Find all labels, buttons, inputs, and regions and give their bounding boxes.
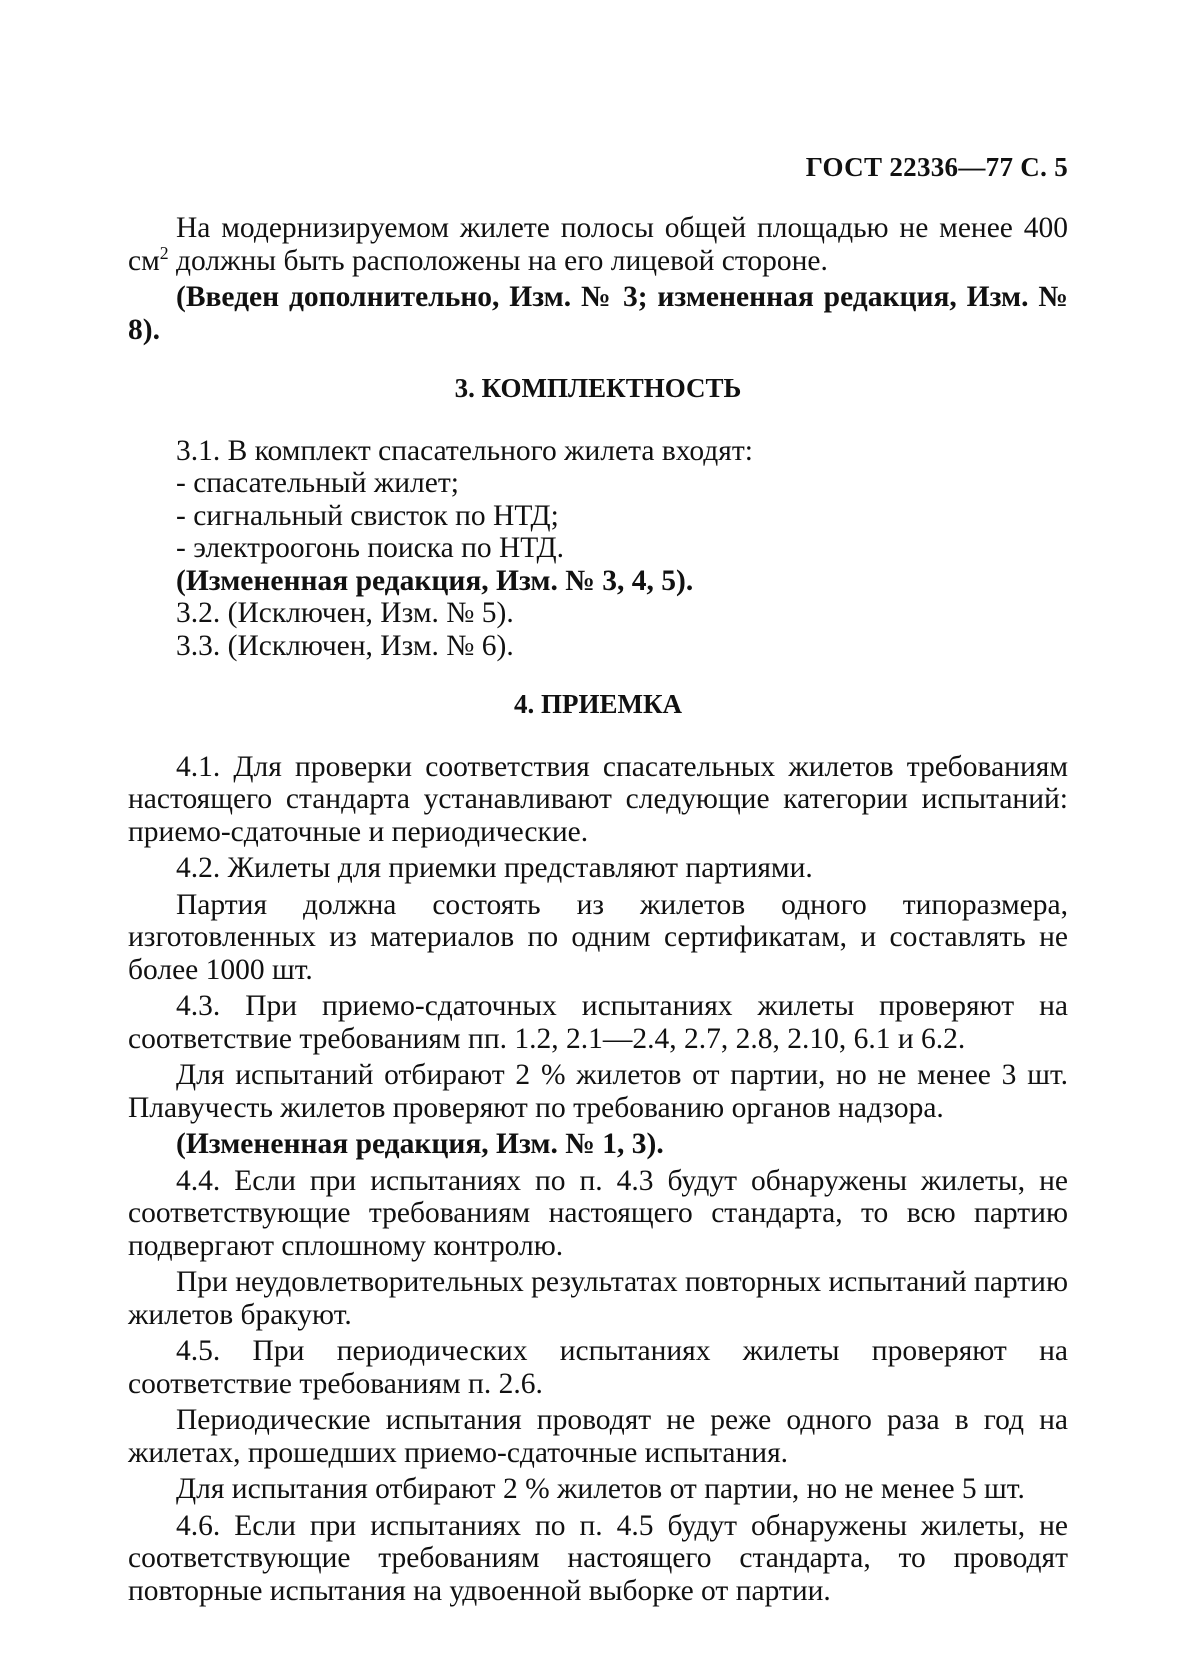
intro-amendment-note: (Введен дополнительно, Изм. № 3; измененная редакция, Изм. № 8). xyxy=(128,281,1068,346)
para-4-5-sampling: Для испытания отбирают 2 % жилетов от партии, но не менее 5 шт. xyxy=(176,1473,1025,1505)
list-item: - спасательный жилет; xyxy=(176,467,459,499)
section-3-title: 3. КОМПЛЕКТНОСТЬ xyxy=(454,373,742,403)
para-4-5-continuation: Периодические испытания проводят не реже одного раза в год на жилетах, прошедших приемо-сдаточные испытания. xyxy=(128,1404,1068,1469)
intro-paragraph xyxy=(128,212,1068,277)
list-item: - сигнальный свисток по НТД; xyxy=(176,499,559,532)
para-3-1-amendment-note: (Измененная редакция, Изм. № 3, 4, 5). xyxy=(176,564,694,597)
document-page xyxy=(128,0,1068,1679)
para-3-1-lead: 3.1. В комплект спасательного жилета входят: xyxy=(176,434,753,467)
intro-text-part2: должны быть расположены на его лицевой стороне. xyxy=(168,244,828,277)
page-content xyxy=(128,212,1068,1611)
para-4-2-continuation: Партия должна состоять из жилетов одного типоразмера, изготовленных из материалов по одним сертификатам, и составлять не более 1000 шт. xyxy=(128,888,1068,986)
para-4-3-amendment-note: (Измененная редакция, Изм. № 1, 3). xyxy=(176,1128,664,1160)
para-4-1: 4.1. Для проверки соответствия спасательных жилетов требованиям настоящего стандарта устанавливают следующие категории испытаний: приемо-сдаточные и периодические. xyxy=(128,750,1068,848)
running-header: ГОСТ 22336—77 С. 5 xyxy=(805,152,1068,182)
para-4-2: 4.2. Жилеты для приемки представляют партиями. xyxy=(176,852,813,884)
para-4-6: 4.6. Если при испытаниях по п. 4.5 будут обнаружены жилеты, не соответствующие требованиям настоящего стандарта, то проводят повторные испытания на удвоенной выборке от партии. xyxy=(128,1509,1068,1607)
para-4-3: 4.3. При приемо-сдаточных испытаниях жилеты проверяют на соответствие требованиям пп. 1.2, 2.1—2.4, 2.7, 2.8, 2.10, 6.1 и 6.2. xyxy=(128,990,1068,1055)
para-4-5: 4.5. При периодических испытаниях жилеты проверяют на соответствие требованиям п. 2.6. xyxy=(128,1335,1068,1400)
para-4-4-continuation: При неудовлетворительных результатах повторных испытаний партию жилетов бракуют. xyxy=(128,1266,1068,1331)
para-3-3: 3.3. (Исключен, Изм. № 6). xyxy=(176,629,514,662)
section-4-title: 4. ПРИЕМКА xyxy=(513,689,683,719)
para-4-3-continuation: Для испытаний отбирают 2 % жилетов от партии, но не менее 3 шт. Плавучесть жилетов проверяют по требованию органов надзора. xyxy=(128,1059,1068,1124)
intro-superscript: 2 xyxy=(159,242,169,263)
intro-text-part1: На модернизируемом жилете полосы общей площадью не менее 400 см xyxy=(128,212,1068,277)
para-3-2: 3.2. (Исключен, Изм. № 5). xyxy=(176,597,514,629)
list-item: - электроогонь поиска по НТД. xyxy=(176,532,564,564)
para-4-4: 4.4. Если при испытаниях по п. 4.3 будут обнаружены жилеты, не соответствующие требованиям настоящего стандарта, то всю партию подвергают сплошному контролю. xyxy=(128,1164,1068,1262)
